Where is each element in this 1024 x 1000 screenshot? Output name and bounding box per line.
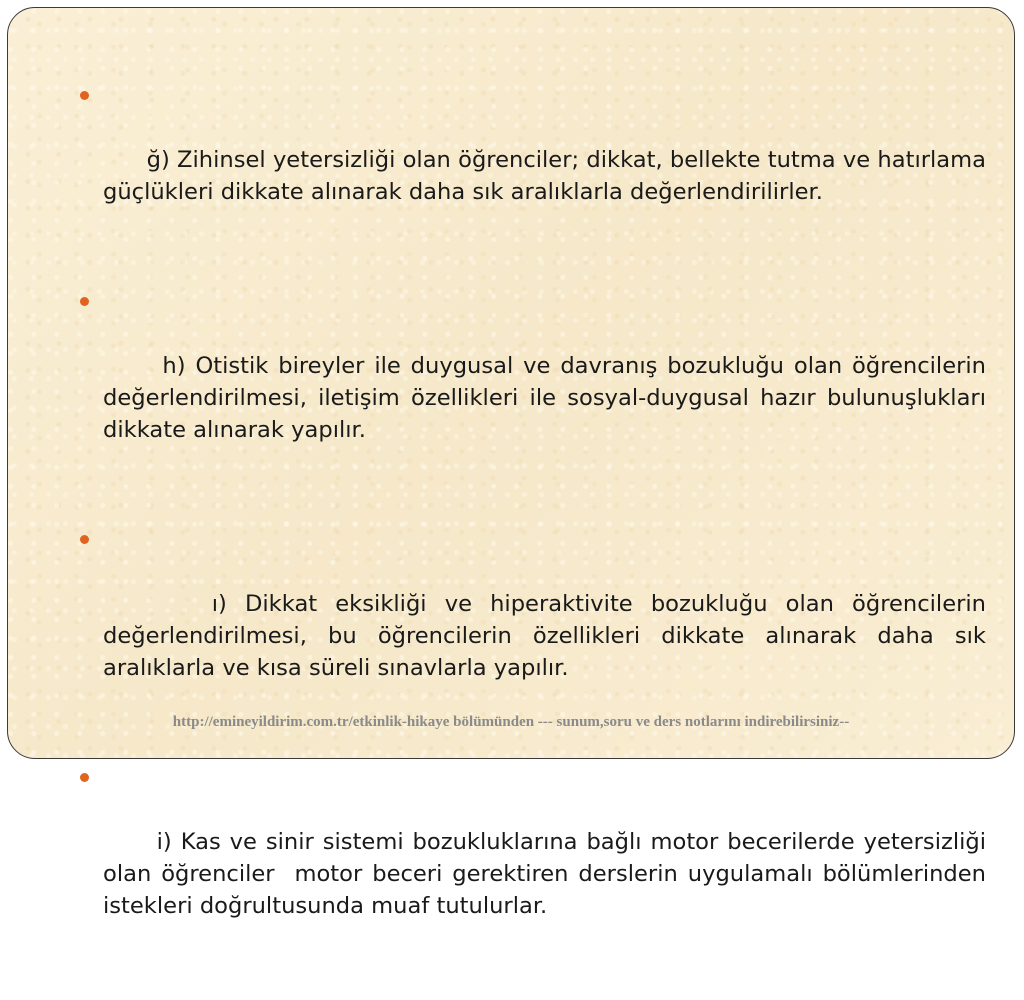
bullet-list — [76, 80, 994, 1000]
footer-source-text: http://emineyildirim.com.tr/etkinlik-hikaye bölümünden --- sunum,soru ve ders notlarını indirebilirsiniz-- — [172, 714, 850, 730]
bullet-item — [76, 80, 994, 240]
slide-frame — [7, 7, 1015, 919]
bullet-dot-icon — [80, 535, 89, 544]
bullet-dot-icon — [80, 773, 89, 782]
bullet-text: ı) Dikkat eksikliği ve hiperaktivite bozukluğu olan öğrencilerin değerlendirilmesi, bu öğrencilerin özellikleri dikkate alınarak daha sık aralıklarla ve kısa süreli sınavlarla yapılır. — [103, 591, 994, 681]
bullet-item — [76, 286, 994, 478]
bullet-text: h) Otistik bireyler ile duygusal ve davranış bozukluğu olan öğrencilerin değerlendirilmesi, iletişim özellikleri ile sosyal-duygusal hazır bulunuşlukları dikkate alınarak yapılır. — [103, 353, 994, 443]
bullet-dot-icon — [80, 91, 89, 100]
bullet-text: ğ) Zihinsel yetersizliği olan öğrenciler; dikkat, bellekte tutma ve hatırlama güçlükleri dikkate alınarak daha sık aralıklarla değerlendirilirler. — [103, 147, 994, 205]
bullet-dot-icon — [80, 297, 89, 306]
bullet-item — [76, 762, 994, 954]
bullet-text: i) Kas ve sinir sistemi bozukluklarına bağlı motor becerilerde yetersizliği olan öğrenciler motor beceri gerektiren derslerin uygulamalı bölümlerinden istekleri doğrultusunda muaf tutulurlar. — [103, 829, 994, 919]
bullet-item — [76, 524, 994, 716]
